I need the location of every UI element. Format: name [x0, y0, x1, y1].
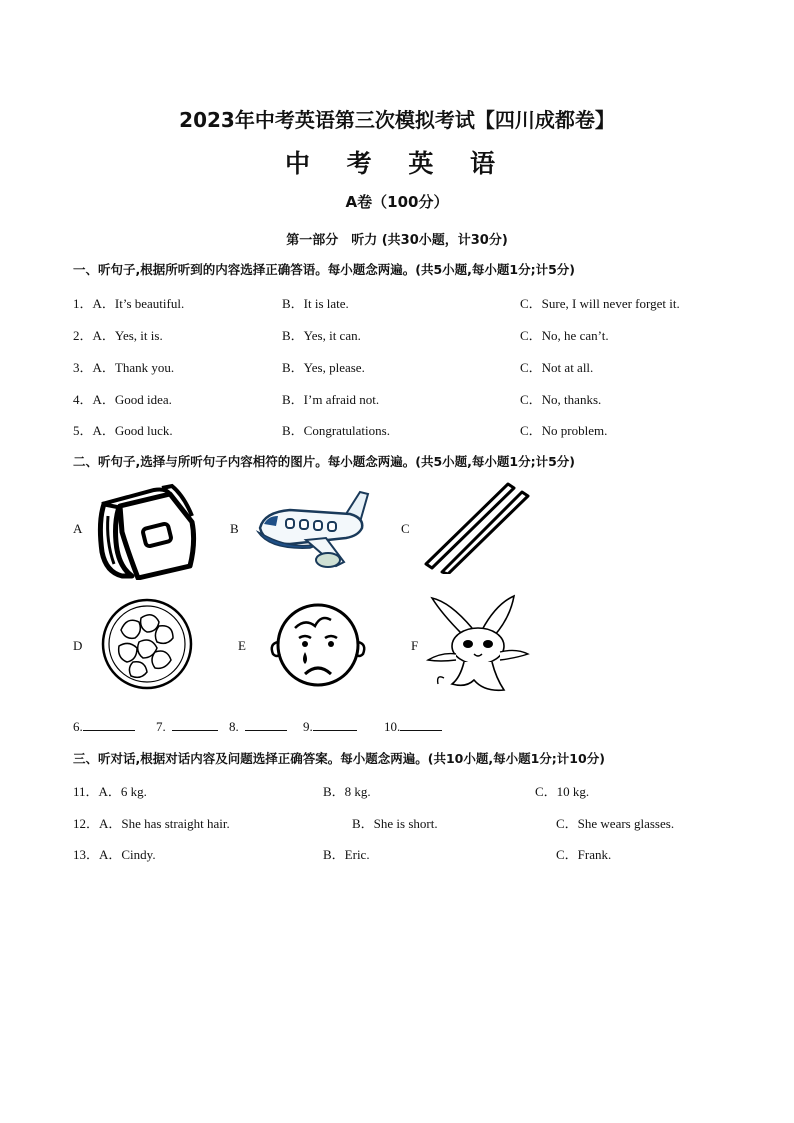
q5-option-b: B．Congratulations.	[282, 423, 390, 438]
blank-7-label: 7.	[156, 719, 166, 734]
picture-f-label: F	[411, 638, 419, 653]
q13-option-b: B．Eric.	[323, 847, 370, 862]
picture-e-label: E	[238, 638, 246, 653]
section1-heading: 一、听句子,根据所听到的内容选择正确答语。每小题念两遍。(共5小题,每小题1分;计5分)	[73, 262, 576, 277]
chopsticks-icon	[420, 480, 532, 579]
q13-option-c: C．Frank.	[556, 847, 612, 862]
blank-6-label: 6.	[73, 719, 83, 734]
rabbit-icon	[422, 594, 532, 701]
q13-option-a: 13．A．Cindy.	[73, 847, 156, 862]
blank-10[interactable]	[384, 718, 442, 735]
blank-10-label: 10.	[384, 719, 401, 734]
blank-8-label: 8.	[229, 719, 239, 734]
picture-c-label: C	[401, 521, 410, 536]
picture-a-label: A	[73, 521, 83, 536]
q3-option-a: 3．A．Thank you.	[73, 360, 175, 375]
q12-option-c: C．She wears glasses.	[556, 816, 675, 831]
part-heading: 第一部分 听力 (共30小题，计30分)	[286, 233, 508, 248]
q12-option-b: B．She is short.	[352, 816, 438, 831]
book-icon	[92, 482, 204, 585]
picture-d-label: D	[73, 638, 83, 653]
airplane-icon	[250, 488, 372, 581]
q2-option-a: 2．A．Yes, it is.	[73, 328, 163, 343]
crying-face-icon	[265, 598, 371, 695]
q1-option-a: 1．A．It’s beautiful.	[73, 296, 185, 311]
q2-option-c: C．No, he can’t.	[520, 328, 609, 343]
blank-6[interactable]	[73, 718, 135, 735]
blank-7[interactable]	[156, 718, 218, 735]
q1-option-c: C．Sure, I will never forget it.	[520, 296, 680, 311]
q2-option-b: B．Yes, it can.	[282, 328, 361, 343]
blank-9[interactable]	[303, 718, 357, 735]
volume-label: A卷（100分）	[345, 193, 449, 211]
q12-option-a: 12．A．She has straight hair.	[73, 816, 230, 831]
exam-title: 2023年中考英语第三次模拟考试【四川成都卷】	[179, 108, 615, 132]
q3-option-b: B．Yes, please.	[282, 360, 365, 375]
picture-b-label: B	[230, 521, 239, 536]
q3-option-c: C．Not at all.	[520, 360, 594, 375]
blank-8[interactable]	[229, 718, 287, 735]
q11-option-a: 11．A．6 kg.	[73, 784, 147, 799]
subject-title: 中 考 英 语	[284, 149, 510, 178]
q4-option-c: C．No, thanks.	[520, 392, 602, 407]
dumplings-plate-icon	[99, 596, 195, 697]
q1-option-b: B．It is late.	[282, 296, 349, 311]
q4-option-a: 4．A．Good idea.	[73, 392, 172, 407]
q4-option-b: B．I’m afraid not.	[282, 392, 380, 407]
q11-option-b: B．8 kg.	[323, 784, 371, 799]
q5-option-c: C．No problem.	[520, 423, 608, 438]
section2-heading: 二、听句子,选择与所听句子内容相符的图片。每小题念两遍。(共5小题,每小题1分;计5分)	[73, 454, 576, 469]
q5-option-a: 5．A．Good luck.	[73, 423, 173, 438]
section3-heading: 三、听对话,根据对话内容及问题选择正确答案。每小题念两遍。(共10小题,每小题1分;计10分)	[73, 751, 605, 766]
q11-option-c: C．10 kg.	[535, 784, 590, 799]
blank-9-label: 9.	[303, 719, 313, 734]
